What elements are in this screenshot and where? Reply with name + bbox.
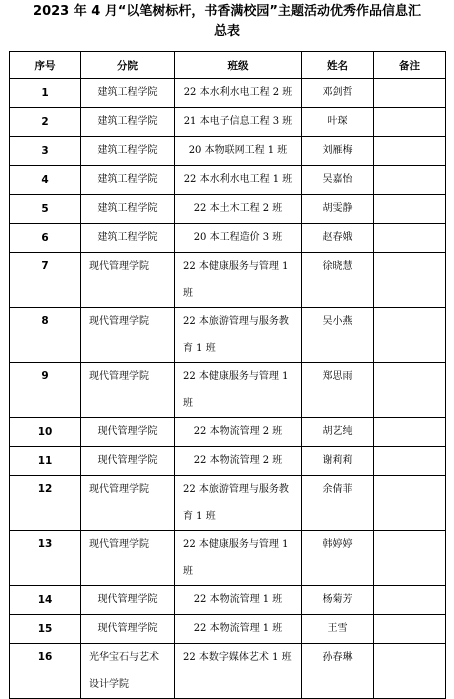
cell-name-text: 王雪: [327, 623, 348, 634]
cell-no: [10, 166, 81, 195]
cell-no: [10, 253, 81, 308]
cell-name-text: 吴小燕: [322, 316, 353, 327]
cell-no-text: 6: [41, 232, 49, 244]
cell-no: [10, 447, 81, 476]
cell-class: [175, 418, 302, 447]
cell-name: [302, 137, 374, 166]
cell-note: [374, 137, 446, 166]
cell-college: [81, 363, 175, 418]
cell-note: [374, 644, 446, 699]
cell-class-text: 22 本水利水电工程 1 班: [183, 174, 293, 185]
table-row: [10, 418, 446, 447]
cell-note: [374, 253, 446, 308]
cell-college-text: 建筑工程学院: [97, 145, 158, 156]
cell-note: [374, 531, 446, 586]
cell-note: [374, 79, 446, 108]
cell-college-text: 建筑工程学院: [97, 174, 158, 185]
cell-name: [302, 615, 374, 644]
cell-class: [175, 224, 302, 253]
table-row: [10, 531, 446, 586]
cell-no-text: 4: [41, 174, 49, 186]
cell-college-text: 现代管理学院: [97, 426, 158, 437]
cell-class-text: 22 本健康服务与管理 1 班: [183, 261, 289, 299]
table-row: [10, 586, 446, 615]
cell-college-text: 现代管理学院: [89, 539, 149, 550]
cell-name: [302, 586, 374, 615]
cell-class-text: 22 本健康服务与管理 1 班: [183, 371, 289, 409]
cell-college-text: 建筑工程学院: [97, 87, 158, 98]
cell-class-text: 22 本健康服务与管理 1 班: [183, 539, 289, 577]
cell-name: [302, 195, 374, 224]
cell-note: [374, 108, 446, 137]
cell-class-text: 22 本旅游管理与服务教育 1 班: [183, 316, 289, 354]
cell-no-text: 14: [37, 594, 53, 606]
cell-no: [10, 137, 81, 166]
cell-class-text: 22 本数字媒体艺术 1 班: [183, 652, 292, 663]
cell-class-text: 20 本工程造价 3 班: [193, 232, 283, 243]
cell-name: [302, 476, 374, 531]
cell-note: [374, 476, 446, 531]
table-row: [10, 363, 446, 418]
cell-class: [175, 253, 302, 308]
cell-note: [374, 224, 446, 253]
cell-no-text: 7: [41, 260, 49, 272]
table-row: [10, 108, 446, 137]
cell-college: [81, 224, 175, 253]
cell-class: [175, 615, 302, 644]
cell-no: [10, 224, 81, 253]
cell-name: [302, 224, 374, 253]
cell-college-text: 现代管理学院: [97, 623, 158, 634]
cell-college: [81, 108, 175, 137]
cell-name: [302, 418, 374, 447]
cell-no-text: 3: [41, 145, 49, 157]
cell-college-text: 现代管理学院: [89, 316, 149, 327]
cell-no: [10, 308, 81, 363]
cell-name-text: 胡艺纯: [322, 426, 353, 437]
cell-name-text: 吴嘉怡: [322, 174, 353, 185]
cell-no: [10, 476, 81, 531]
cell-note: [374, 363, 446, 418]
cell-class-text: 22 本旅游管理与服务教育 1 班: [183, 484, 289, 522]
title-line-1: 2023 年 4 月“以笔树标杆，书香满校园”主题活动优秀作品信息汇: [33, 4, 421, 19]
cell-name: [302, 644, 374, 699]
cell-no: [10, 418, 81, 447]
cell-class-text: 22 本物流管理 1 班: [193, 594, 283, 605]
cell-class: [175, 586, 302, 615]
table-row: [10, 615, 446, 644]
cell-class: [175, 476, 302, 531]
cell-class: [175, 531, 302, 586]
cell-class-text: 20 本物联网工程 1 班: [188, 145, 288, 156]
title-line-2: 总表: [213, 24, 240, 39]
cell-college: [81, 476, 175, 531]
header-no: 序号: [10, 52, 81, 79]
table-row: [10, 224, 446, 253]
cell-name-text: 孙春琳: [322, 652, 353, 663]
table-row: [10, 447, 446, 476]
cell-college: [81, 615, 175, 644]
cell-name: [302, 108, 374, 137]
winners-table: [9, 51, 446, 699]
cell-note: [374, 308, 446, 363]
cell-class: [175, 195, 302, 224]
cell-no: [10, 615, 81, 644]
cell-name-text: 叶琛: [327, 116, 348, 127]
cell-class-text: 22 本土木工程 2 班: [193, 203, 283, 214]
table-row: [10, 166, 446, 195]
cell-note: [374, 586, 446, 615]
header-class: 班级: [175, 52, 302, 79]
cell-college: [81, 137, 175, 166]
cell-note: [374, 195, 446, 224]
header-note: 备注: [374, 52, 446, 79]
cell-college: [81, 195, 175, 224]
cell-class-text: 22 本物流管理 1 班: [193, 623, 283, 634]
cell-name-text: 杨菊芳: [322, 594, 353, 605]
cell-name-text: 郑思雨: [322, 371, 353, 382]
cell-class-text: 22 本物流管理 2 班: [193, 426, 283, 437]
cell-class: [175, 79, 302, 108]
cell-no: [10, 531, 81, 586]
document-title: [0, 2, 454, 42]
cell-no-text: 15: [37, 623, 53, 635]
table-row: [10, 137, 446, 166]
cell-name-text: 刘雁梅: [322, 145, 353, 156]
cell-name-text: 徐晓慧: [322, 261, 353, 272]
cell-no-text: 13: [37, 538, 53, 550]
cell-no-text: 10: [37, 426, 53, 438]
cell-college-text: 现代管理学院: [89, 484, 149, 495]
cell-name: [302, 166, 374, 195]
cell-college-text: 建筑工程学院: [97, 116, 158, 127]
cell-college-text: 建筑工程学院: [97, 203, 158, 214]
cell-no-text: 11: [37, 455, 53, 467]
cell-no-text: 12: [37, 483, 53, 495]
table-row: [10, 644, 446, 699]
cell-college: [81, 586, 175, 615]
cell-name: [302, 79, 374, 108]
table-row: [10, 195, 446, 224]
cell-class: [175, 166, 302, 195]
cell-note: [374, 418, 446, 447]
table-row: [10, 476, 446, 531]
cell-no: [10, 79, 81, 108]
cell-name-text: 邓剑哲: [322, 87, 353, 98]
cell-college-text: 现代管理学院: [97, 594, 158, 605]
table-row: [10, 308, 446, 363]
cell-college: [81, 644, 175, 699]
cell-name-text: 胡雯静: [322, 203, 353, 214]
cell-college-text: 光华宝石与艺术设计学院: [89, 652, 159, 690]
cell-note: [374, 447, 446, 476]
cell-name: [302, 253, 374, 308]
cell-college-text: 建筑工程学院: [97, 232, 158, 243]
cell-college: [81, 166, 175, 195]
table-header-row: [10, 52, 446, 79]
cell-college: [81, 79, 175, 108]
cell-name-text: 赵春娥: [322, 232, 353, 243]
header-name: 姓名: [302, 52, 374, 79]
cell-no: [10, 108, 81, 137]
cell-no: [10, 195, 81, 224]
cell-no-text: 8: [41, 315, 49, 327]
cell-college-text: 现代管理学院: [89, 371, 149, 382]
table-body: [10, 79, 446, 699]
cell-name: [302, 447, 374, 476]
cell-no: [10, 363, 81, 418]
cell-no-text: 9: [41, 370, 49, 382]
cell-class: [175, 447, 302, 476]
cell-no-text: 5: [41, 203, 49, 215]
cell-no-text: 16: [37, 651, 53, 663]
cell-class: [175, 108, 302, 137]
cell-no: [10, 586, 81, 615]
cell-name: [302, 531, 374, 586]
cell-college: [81, 447, 175, 476]
cell-note: [374, 615, 446, 644]
cell-class: [175, 644, 302, 699]
cell-college-text: 现代管理学院: [89, 261, 149, 272]
cell-name-text: 谢莉莉: [322, 455, 353, 466]
cell-name: [302, 308, 374, 363]
cell-college: [81, 308, 175, 363]
cell-no-text: 2: [41, 116, 49, 128]
cell-name-text: 余倩菲: [322, 484, 353, 495]
cell-no: [10, 644, 81, 699]
table-row: [10, 253, 446, 308]
cell-class: [175, 137, 302, 166]
cell-name: [302, 363, 374, 418]
cell-note: [374, 166, 446, 195]
cell-name-text: 韩婷婷: [322, 539, 353, 550]
cell-college-text: 现代管理学院: [97, 455, 158, 466]
cell-class-text: 22 本物流管理 2 班: [193, 455, 283, 466]
cell-no-text: 1: [41, 87, 49, 99]
cell-class-text: 22 本水利水电工程 2 班: [183, 87, 293, 98]
header-college: 分院: [81, 52, 175, 79]
cell-college: [81, 253, 175, 308]
table-row: [10, 79, 446, 108]
cell-college: [81, 531, 175, 586]
cell-college: [81, 418, 175, 447]
cell-class-text: 21 本电子信息工程 3 班: [183, 116, 293, 127]
cell-class: [175, 308, 302, 363]
cell-class: [175, 363, 302, 418]
